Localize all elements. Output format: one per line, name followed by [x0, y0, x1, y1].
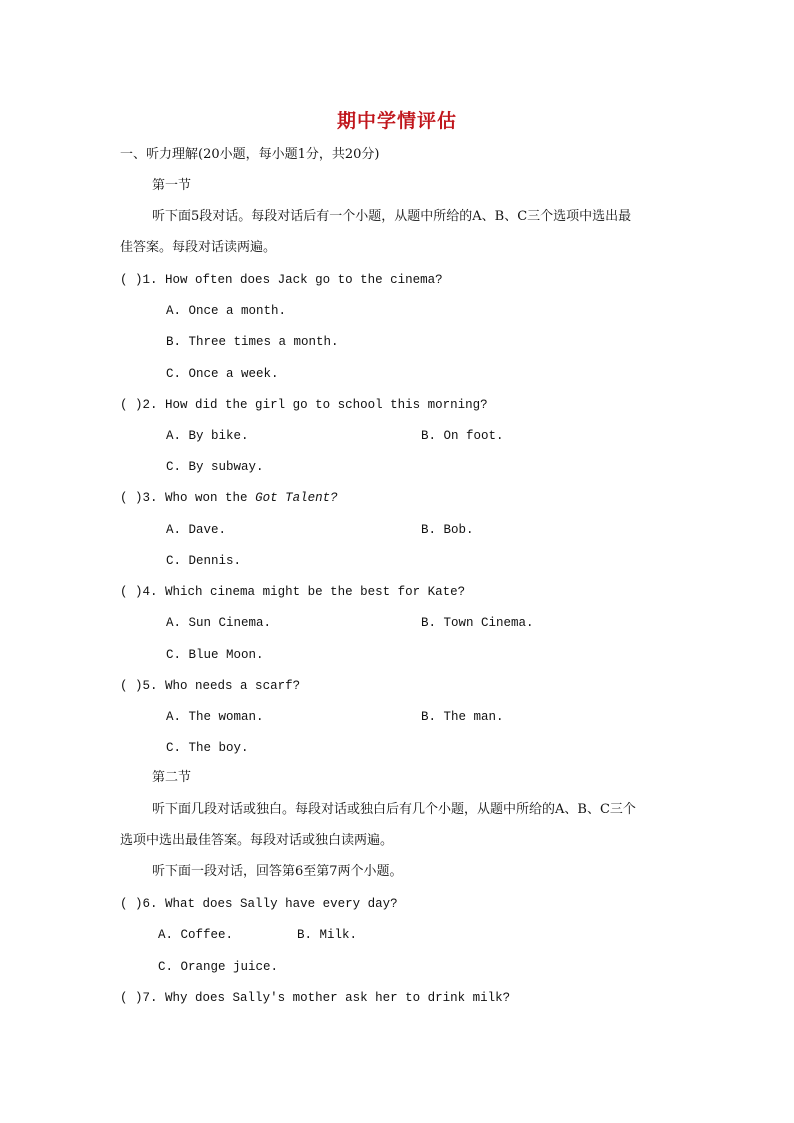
question-number: 7.	[142, 991, 158, 1005]
section-heading: 一、听力理解(20小题，每小题1分，共20分)	[120, 147, 380, 162]
option-b: B. On foot.	[421, 429, 504, 443]
question-text: How did the girl go to school this morning?	[165, 398, 488, 412]
question-text: Who needs a scarf?	[165, 679, 301, 693]
option-b: B. Milk.	[297, 928, 358, 942]
question-text-italic: Got Talent?	[255, 491, 338, 505]
answer-blank[interactable]: ( )	[120, 273, 143, 287]
question-text: What does Sally have every day?	[165, 897, 398, 911]
question-row	[120, 490, 338, 506]
question-number: 5.	[142, 679, 158, 693]
question-row	[120, 397, 488, 413]
question-row	[120, 990, 510, 1006]
question-row	[120, 678, 300, 694]
answer-blank[interactable]: ( )	[120, 585, 143, 599]
option-b: B. Bob.	[421, 523, 474, 537]
option-c: C. Dennis.	[166, 554, 242, 568]
question-number: 6.	[142, 897, 158, 911]
option-c: C. Orange juice.	[158, 960, 279, 974]
question-number: 3.	[142, 491, 158, 505]
part1-label: 第一节	[152, 178, 192, 193]
answer-blank[interactable]: ( )	[120, 679, 143, 693]
answer-blank[interactable]: ( )	[120, 398, 143, 412]
option-a: A. Sun Cinema.	[166, 616, 272, 630]
option-c: C. The boy.	[166, 741, 249, 755]
option-c: C. Once a week.	[166, 367, 279, 381]
answer-blank[interactable]: ( )	[120, 491, 143, 505]
question-text: Who won the	[165, 491, 256, 505]
question-text: Which cinema might be the best for Kate?	[165, 585, 466, 599]
part2-instruction-line1: 听下面几段对话或独白。每段对话或独白后有几个小题，从题中所给的A、B、C三个	[152, 802, 636, 817]
question-number: 4.	[142, 585, 158, 599]
question-text: Why does Sally's mother ask her to drink milk?	[165, 991, 511, 1005]
option-b: B. Town Cinema.	[421, 616, 534, 630]
part1-instruction-line2: 佳答案。每段对话读两遍。	[120, 240, 277, 255]
question-row	[120, 272, 443, 288]
question-text: How often does Jack go to the cinema?	[165, 273, 443, 287]
question-row	[120, 896, 398, 912]
option-a: A. The woman.	[166, 710, 264, 724]
option-c: C. By subway.	[166, 460, 264, 474]
part1-instruction-line1: 听下面5段对话。每段对话后有一个小题，从题中所给的A、B、C三个选项中选出最	[152, 209, 632, 224]
question-number: 2.	[142, 398, 158, 412]
option-c: C. Blue Moon.	[166, 648, 264, 662]
option-a: A. By bike.	[166, 429, 249, 443]
option-b: B. The man.	[421, 710, 504, 724]
page-title: 期中学情评估	[336, 110, 457, 132]
option-a: A. Coffee.	[158, 928, 234, 942]
answer-blank[interactable]: ( )	[120, 897, 143, 911]
dialog-note: 听下面一段对话，回答第6至第7两个小题。	[152, 864, 403, 879]
part2-instruction-line2: 选项中选出最佳答案。每段对话或独白读两遍。	[120, 833, 394, 848]
option-b: B. Three times a month.	[166, 335, 339, 349]
answer-blank[interactable]: ( )	[120, 991, 143, 1005]
part2-label: 第二节	[152, 770, 192, 785]
option-a: A. Once a month.	[166, 304, 287, 318]
question-number: 1.	[142, 273, 158, 287]
option-a: A. Dave.	[166, 523, 227, 537]
question-row	[120, 584, 465, 600]
